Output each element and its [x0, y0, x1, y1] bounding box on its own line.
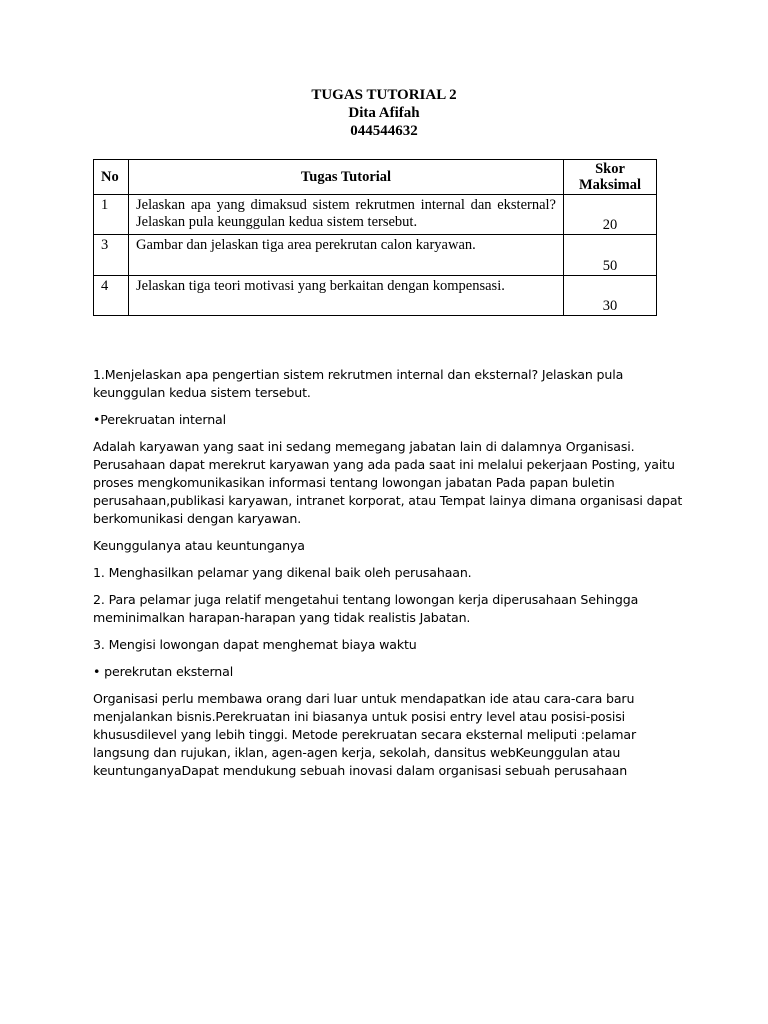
row-score: 50 — [564, 235, 657, 276]
advantage-item: 2. Para pelamar juga relatif mengetahui tentang lowongan kerja diperusahaan Sehingga meminimalkan harapan-harapan yang tidak realistis Jabatan. — [93, 592, 639, 625]
internal-heading: •Perekruatan internal — [93, 412, 226, 427]
advantages-heading: Keunggulanya atau keuntunganya — [93, 538, 305, 553]
column-header-score: Skor Maksimal — [564, 160, 657, 195]
advantage-item: 3. Mengisi lowongan dapat menghemat biaya waktu — [93, 637, 417, 652]
advantage-item: 1. Menghasilkan pelamar yang dikenal baik oleh perusahaan. — [93, 565, 472, 580]
row-task: Gambar dan jelaskan tiga area perekrutan calon karyawan. — [129, 235, 564, 276]
student-id: 044544632 — [350, 123, 418, 139]
answer-body — [93, 366, 683, 789]
external-heading: • perekrutan eksternal — [93, 664, 234, 679]
external-paragraph: Organisasi perlu membawa orang dari luar untuk mendapatkan ide atau cara-cara baru menjalankan bisnis.Perekruatan ini biasanya untuk posisi entry level atau posisi-posisi khususdilevel yang lebih tinggi. Metode perekruatan secara eksternal meliputi :pelamar langsung dan rujukan, iklan, agen-agen kerja, sekolah, dansitus webKeunggulan atau keuntunganyaDapat mendukung sebuah inovasi dalam organisasi sebuah perusahaan — [93, 691, 636, 778]
row-number: 3 — [94, 235, 129, 276]
answer-question: 1.Menjelaskan apa pengertian sistem rekrutmen internal dan eksternal? Jelaskan pula keunggulan kedua sistem tersebut. — [93, 367, 624, 400]
row-score: 30 — [564, 276, 657, 316]
document-title: TUGAS TUTORIAL 2 — [311, 87, 457, 103]
table-header-row — [94, 160, 657, 195]
row-number: 4 — [94, 276, 129, 316]
document-header — [0, 86, 768, 140]
row-number: 1 — [94, 195, 129, 235]
table-row — [94, 235, 657, 276]
internal-paragraph: Adalah karyawan yang saat ini sedang memegang jabatan lain di dalamnya Organisasi. Perusahaan dapat merekrut karyawan yang ada pada saat ini melalui pekerjaan Posting, yaitu proses mengkomunikasikan informasi tentang lowongan jabatan Pada papan buletin perusahaan,publikasi karyawan, intranet korporat, atau Tempat lainya dimana organisasi dapat berkomunikasi dengan karyawan. — [93, 439, 683, 526]
table-row — [94, 195, 657, 235]
row-score: 20 — [564, 195, 657, 235]
table-row — [94, 276, 657, 316]
column-header-task: Tugas Tutorial — [129, 160, 564, 195]
row-task: Jelaskan apa yang dimaksud sistem rekrutmen internal dan eksternal? Jelaskan pula keunggulan kedua sistem tersebut. — [129, 195, 564, 235]
row-task: Jelaskan tiga teori motivasi yang berkaitan dengan kompensasi. — [129, 276, 564, 316]
column-header-no: No — [94, 160, 129, 195]
task-table — [93, 159, 657, 316]
student-name: Dita Afifah — [348, 105, 420, 121]
